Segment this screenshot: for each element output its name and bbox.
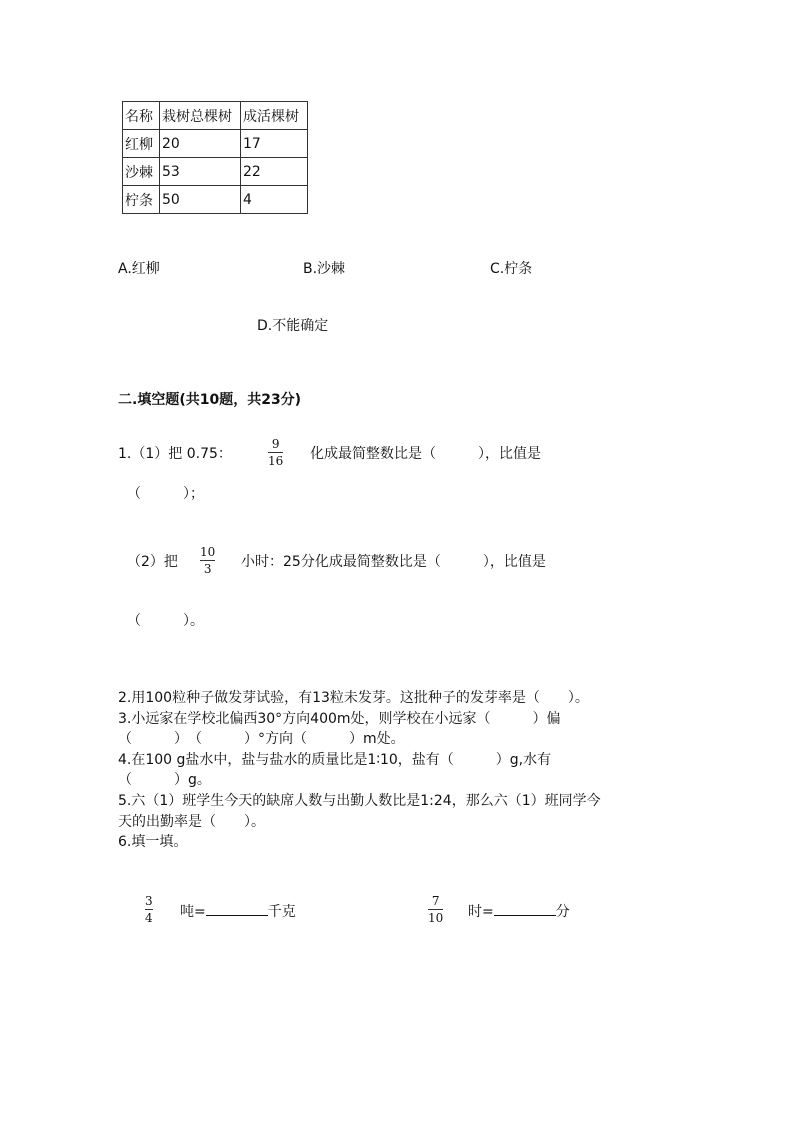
fraction-7-10	[428, 894, 443, 925]
fraction-denominator: 4	[145, 911, 153, 925]
question-4-line2: （ ）g。	[118, 772, 211, 788]
question-3-line2: （ ） （ ）°方向（ ）m处。	[118, 731, 405, 747]
table-row	[123, 130, 308, 158]
q1-part1-line2: （ ）；	[127, 486, 204, 502]
q1-part2-suffix: 小时：25分化成最简整数比是（ ），比值是	[241, 554, 546, 570]
q6-item1-after: 千克	[267, 904, 296, 920]
q1-part1-prefix: 1.（1）把 0.75：	[118, 446, 232, 462]
table-cell: 红柳	[123, 130, 160, 158]
fraction-bar	[268, 452, 283, 453]
q1-part1-suffix: 化成最简整数比是（ ），比值是	[310, 446, 541, 462]
tree-survival-table	[122, 101, 308, 214]
fraction-9-16	[268, 437, 283, 468]
table-header-cell: 栽树总棵树	[160, 102, 241, 130]
section-title: 二.填空题(共10题，共23分)	[118, 392, 302, 408]
q1-part2-line2: （ ）。	[127, 613, 204, 629]
question-4-line1: 4.在100 g盐水中，盐与盐水的质量比是1∶10，盐有（ ）g,水有	[118, 752, 552, 768]
q6-item2-after: 分	[555, 904, 570, 920]
q6-item1-before: 吨=	[180, 904, 206, 920]
table-cell: 17	[241, 130, 308, 158]
fraction-10-3	[200, 545, 215, 576]
fraction-numerator: 9	[271, 437, 280, 451]
question-6: 6.填一填。	[118, 834, 188, 850]
q6-item1	[180, 901, 296, 921]
option-d: D.不能确定	[257, 318, 329, 334]
table-cell: 沙棘	[123, 158, 160, 186]
question-5-line1: 5.六（1）班学生今天的缺席人数与出勤人数比是1:24，那么六（1）班同学今	[118, 793, 601, 809]
fraction-numerator: 7	[431, 894, 440, 908]
fraction-denominator: 3	[203, 562, 212, 576]
q6-item2	[468, 901, 570, 921]
q1-part2-prefix: （2）把	[127, 554, 178, 570]
table-cell: 柠条	[123, 186, 160, 214]
fraction-denominator: 10	[428, 911, 444, 925]
fraction-bar	[145, 909, 153, 910]
table-cell: 50	[160, 186, 241, 214]
question-5-line2: 天的出勤率是（ ）。	[118, 814, 265, 830]
table-row	[123, 186, 308, 214]
fraction-denominator: 16	[268, 454, 284, 468]
question-2: 2.用100粒种子做发芽试验，有13粒未发芽。这批种子的发芽率是（ ）。	[118, 690, 589, 706]
fraction-3-4	[145, 894, 153, 925]
fraction-bar	[428, 909, 443, 910]
fraction-bar	[200, 560, 215, 561]
table-header-cell: 成活棵树	[241, 102, 308, 130]
option-c: C.柠条	[490, 261, 533, 277]
table-header-row	[123, 102, 308, 130]
table-cell: 22	[241, 158, 308, 186]
answer-blank[interactable]	[494, 901, 556, 916]
fraction-numerator: 3	[145, 894, 153, 908]
table-cell: 53	[160, 158, 241, 186]
option-b: B.沙棘	[303, 261, 346, 277]
option-a: A.红柳	[118, 261, 160, 277]
answer-blank[interactable]	[206, 901, 268, 916]
fraction-numerator: 10	[200, 545, 216, 559]
table-header-cell: 名称	[123, 102, 160, 130]
table-cell: 4	[241, 186, 308, 214]
table-cell: 20	[160, 130, 241, 158]
table-row	[123, 158, 308, 186]
question-3-line1: 3.小远家在学校北偏西30°方向400m处，则学校在小远家（ ）偏	[118, 711, 561, 727]
q6-item2-before: 时=	[468, 904, 494, 920]
